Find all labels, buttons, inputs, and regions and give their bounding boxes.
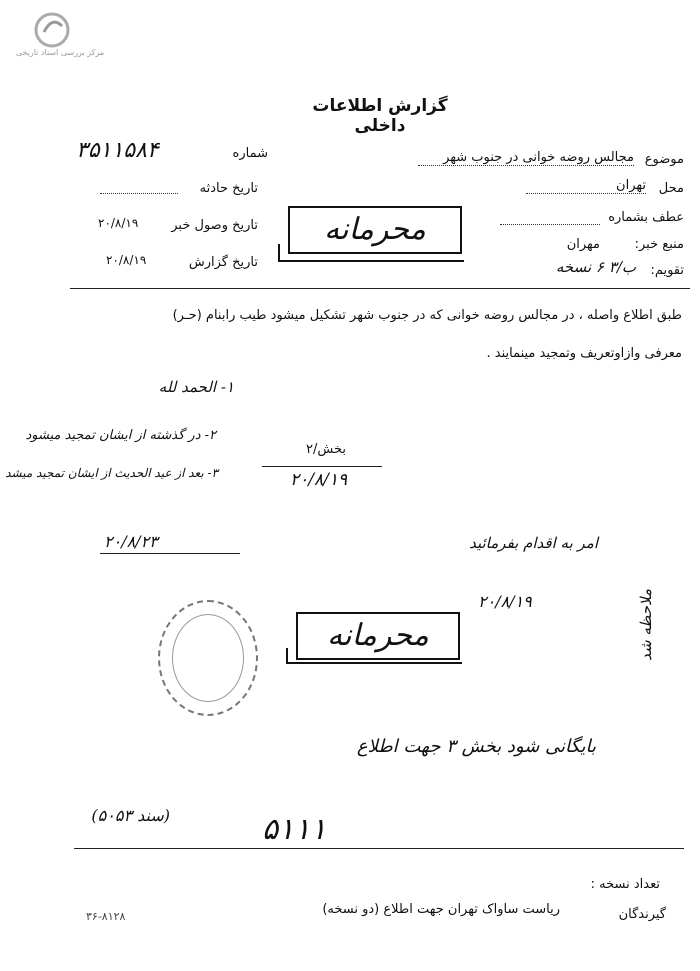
report-date-value: ۲۰/۸/۱۹	[106, 253, 147, 267]
source-value: مهران	[566, 237, 600, 252]
incident-date-label: تاریخ حادثه	[199, 181, 258, 196]
bottom-left-code: ۳۶-۸۱۲۸	[86, 910, 126, 923]
number-label: شماره	[232, 146, 268, 161]
recipients-label: گیرندگان	[618, 907, 666, 922]
right-handwritten-note: امر به اقدام بفرمائید	[469, 534, 598, 552]
section-date: ۲۰/۸/۱۹	[290, 470, 348, 490]
left-date: ۲۰/۸/۲۳	[104, 532, 158, 551]
center-handwritten-note: بایگانی شود بخش ۳ جهت اطلاع	[356, 736, 596, 757]
side-handwritten-note: ملاحظه شد	[637, 589, 655, 661]
incident-date-line	[100, 193, 178, 194]
footer-divider	[74, 848, 684, 849]
rating-label: تقویم:	[650, 263, 684, 278]
body-line-2: معرفی وازاوتعریف وتمجید مینمایند .	[486, 346, 682, 361]
number-value: ۳۵۱۱۵۸۴	[76, 138, 159, 163]
subject-label: موضوع	[644, 152, 684, 167]
handwritten-note-2: ۲- در گذشته از ایشان تمجید میشود	[25, 428, 216, 443]
subject-value: مجالس روضه خوانی در جنوب شهر	[418, 150, 634, 166]
parenthetical-note: (سند ۵۰۵۳)	[91, 806, 170, 825]
received-date-label: تاریخ وصول خبر	[171, 218, 258, 233]
seal-inner-ring	[172, 614, 244, 702]
watermark-logo-icon	[34, 12, 70, 48]
round-seal-icon	[158, 600, 258, 716]
large-number: ۵۱۱۱	[262, 812, 327, 847]
location-value: تهران	[526, 178, 646, 194]
report-date-label: تاریخ گزارش	[188, 255, 258, 270]
copies-label: تعداد نسخه :	[590, 877, 660, 892]
doc-title: گزارش اطلاعات داخلی	[312, 96, 448, 136]
handwritten-note-3: ۳- بعد از عید الحدیث از ایشان تمجید میشد	[5, 466, 218, 480]
stamp-underline-top	[278, 244, 464, 262]
stamp-underline-middle	[286, 648, 462, 664]
received-date-value: ۲۰/۸/۱۹	[98, 216, 139, 230]
section-label: بخش/۲	[306, 442, 346, 457]
left-date-underline	[100, 553, 240, 554]
confidential-stamp-middle: محرمانه	[296, 612, 460, 660]
location-label: محل	[658, 181, 684, 196]
right-note-date: ۲۰/۸/۱۹	[478, 592, 532, 611]
section-line	[262, 466, 382, 467]
handwritten-note-1: ۱- الحمد لله	[158, 378, 234, 396]
source-label: منبع خبر:	[634, 237, 684, 252]
confidential-stamp-top: محرمانه	[288, 206, 462, 254]
reference-line	[500, 224, 600, 225]
recipients-value: ریاست ساواک تهران جهت اطلاع (دو نسخه)	[322, 902, 560, 917]
rating-value: ب/۳ ۶ نسخه	[555, 258, 636, 276]
body-divider	[70, 288, 690, 289]
reference-label: عطف بشماره	[608, 210, 684, 225]
body-line-1: طبق اطلاع واصله ، در مجالس روضه خوانی که در جنوب شهر تشکیل میشود طیب رابنام (حـر)	[172, 308, 682, 323]
watermark-text: مرکز بررسی اسناد تاریخی	[15, 48, 105, 57]
